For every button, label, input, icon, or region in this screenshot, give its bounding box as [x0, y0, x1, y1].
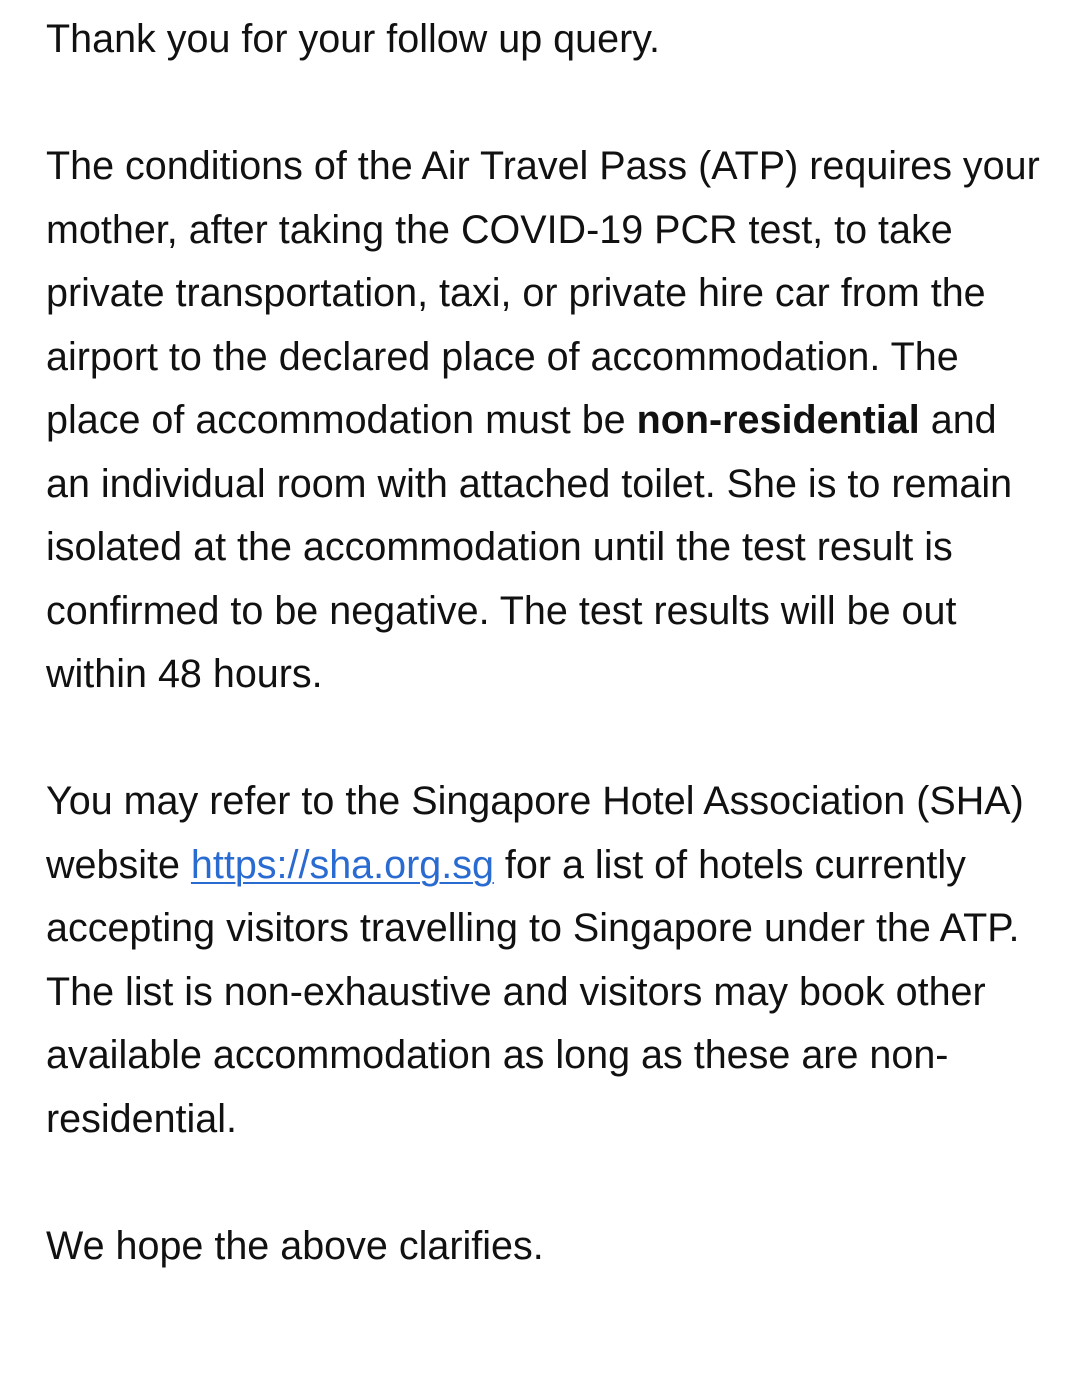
reference-paragraph: [46, 770, 1046, 1151]
paragraph-spacer: [46, 72, 1046, 136]
conditions-text-before: The conditions of the Air Travel Pass (ATP) requires your mother, after taking the COVID-19 PCR test, to take private transportation, taxi, or private hire car from the airport to the declared place of accommodation. The place of accommodation must be: [46, 144, 1040, 442]
sha-website-link[interactable]: https://sha.org.sg: [190, 842, 494, 887]
reference-text-before: You may refer to the Singapore Hotel Association (SHA) website: [46, 779, 1024, 887]
conditions-paragraph: [46, 135, 1046, 707]
reference-text-after: for a list of hotels currently accepting visitors travelling to Singapore under the ATP. The list is non-exhaustive and visitors may book other available accommodation as long as these are non-residential.: [46, 842, 1020, 1141]
greeting-paragraph: Thank you for your follow up query.: [46, 17, 661, 61]
email-body: [46, 8, 1046, 1278]
paragraph-spacer: [46, 707, 1046, 771]
non-residential-emphasis: non-residential: [636, 398, 920, 442]
conditions-text-after: and an individual room with attached toilet. She is to remain isolated at the accommodation until the test result is confirmed to be negative. The test results will be out within 48 hours.: [46, 398, 1013, 696]
paragraph-spacer: [46, 1151, 1046, 1215]
closing-paragraph: We hope the above clarifies.: [46, 1223, 544, 1268]
